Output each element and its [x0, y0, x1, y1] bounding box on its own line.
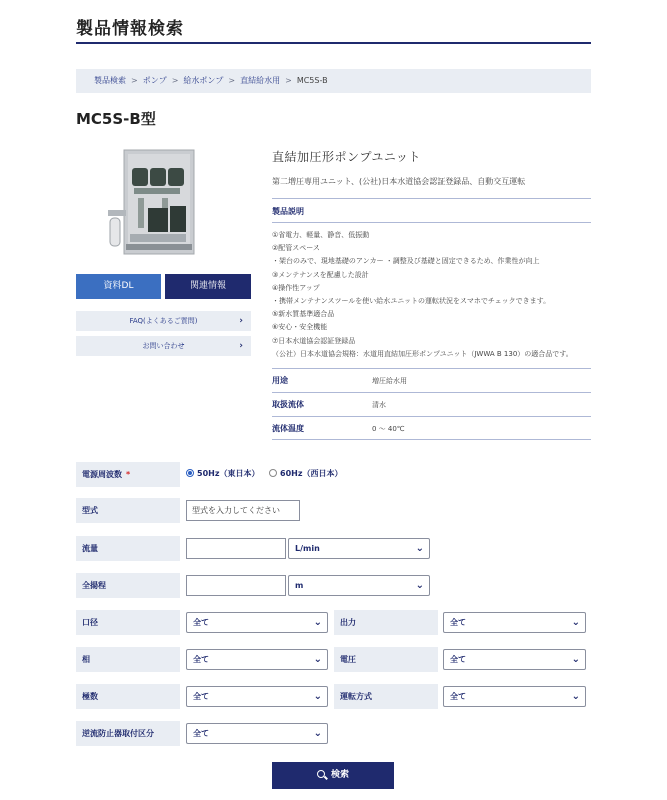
frequency-50hz-label: 50Hz（東日本）: [197, 469, 260, 478]
breadcrumb-item-water-supply-pump[interactable]: 給水ポンプ: [183, 76, 224, 85]
spec-value: 0 ～ 40℃: [372, 425, 405, 433]
flow-unit-select[interactable]: [288, 538, 430, 559]
poles-label: 極数: [76, 684, 180, 709]
breadcrumb-separator: >: [131, 76, 138, 85]
related-info-button[interactable]: 関連情報: [165, 274, 251, 299]
search-button-label: 検索: [330, 770, 349, 780]
frequency-50hz-radio[interactable]: [186, 468, 259, 479]
radio-unselected-icon: [269, 469, 277, 477]
breadcrumb-separator: >: [285, 76, 292, 85]
description-line: ③メンテナンスを配慮した設計: [272, 270, 369, 279]
spec-value: 増圧給水用: [372, 377, 407, 385]
breadcrumb-item-product-search[interactable]: 製品検索: [94, 76, 126, 85]
chevron-down-icon: ⌄: [313, 691, 322, 702]
spec-value: 清水: [372, 401, 386, 409]
spec-label: 流体温度: [272, 424, 304, 433]
output-value: 全て: [450, 618, 466, 627]
backflow-select[interactable]: [186, 723, 328, 744]
bore-select[interactable]: [186, 612, 328, 633]
chevron-down-icon: ⌄: [415, 543, 424, 554]
backflow-label: 逆流防止器取付区分: [76, 721, 180, 746]
model-input[interactable]: 型式を入力してください: [186, 500, 300, 521]
description-list: [272, 229, 602, 361]
inquiry-label: お問い合わせ: [142, 342, 185, 350]
description-line: ⑦日本水道協会認証登録品: [272, 336, 356, 345]
operation-label: 運転方式: [334, 684, 438, 709]
description-line: ④操作性アップ: [272, 283, 320, 292]
voltage-label: 電圧: [334, 647, 438, 672]
voltage-select[interactable]: [443, 649, 586, 670]
head-unit-select[interactable]: [288, 575, 430, 596]
breadcrumb-item-direct-supply[interactable]: 直結給水用: [240, 76, 281, 85]
chevron-down-icon: ⌄: [313, 654, 322, 665]
frequency-60hz-label: 60Hz（西日本）: [280, 469, 343, 478]
chevron-down-icon: ⌄: [415, 580, 424, 591]
spec-row: [272, 416, 591, 440]
description-divider: [272, 198, 591, 199]
radio-selected-icon: [186, 469, 194, 477]
breadcrumb: [76, 69, 591, 93]
poles-value: 全て: [193, 692, 209, 701]
description-line: ⑤新水質基準適合品: [272, 310, 335, 319]
flow-label: 流量: [76, 536, 180, 561]
faq-link[interactable]: [76, 311, 251, 331]
frequency-60hz-radio[interactable]: [269, 468, 342, 479]
description-line: ⑥安心・安全機能: [272, 323, 328, 332]
required-mark: *: [126, 470, 131, 479]
spec-label: 用途: [272, 376, 288, 385]
phase-select[interactable]: [186, 649, 328, 670]
bore-label: 口径: [76, 610, 180, 635]
description-divider: [272, 222, 591, 223]
chevron-right-icon: ›: [239, 316, 243, 326]
spec-row: [272, 392, 591, 416]
description-line: ②配管スペース: [272, 244, 320, 253]
backflow-value: 全て: [193, 729, 209, 738]
breadcrumb-separator: >: [171, 76, 179, 85]
inquiry-link[interactable]: [76, 336, 251, 356]
chevron-down-icon: ⌄: [313, 617, 322, 628]
description-line: ・架台のみで、現地基礎のアンカー ・調整及び基礎と固定できるため、作業性が向上: [272, 257, 540, 266]
output-select[interactable]: [443, 612, 586, 633]
spec-table: [272, 368, 591, 440]
phase-value: 全て: [193, 655, 209, 664]
poles-select[interactable]: [186, 686, 328, 707]
description-line: ・携帯メンテナンスツールを使い給水ユニットの運転状況をスマホでチェックできます。: [272, 296, 551, 305]
head-label: 全揚程: [76, 573, 180, 598]
flow-input[interactable]: [186, 538, 286, 559]
breadcrumb-item-pump[interactable]: ポンプ: [142, 76, 167, 85]
title-divider: [76, 42, 591, 44]
head-unit-value: m: [295, 581, 304, 590]
frequency-label: [76, 462, 180, 487]
product-type: 直結加圧形ポンプユニット: [272, 150, 421, 164]
operation-value: 全て: [450, 692, 466, 701]
spec-row: [272, 368, 591, 392]
chevron-down-icon: ⌄: [571, 617, 580, 628]
bore-value: 全て: [193, 618, 209, 627]
search-button[interactable]: [272, 762, 394, 789]
faq-label: FAQ(よくあるご質問): [129, 317, 198, 325]
breadcrumb-current: MC5S-B: [296, 76, 328, 85]
model-label: 型式: [76, 498, 180, 523]
chevron-down-icon: ⌄: [571, 691, 580, 702]
download-button[interactable]: 資料DL: [76, 274, 161, 299]
page-title: 製品情報検索: [76, 19, 184, 39]
operation-select[interactable]: [443, 686, 586, 707]
head-input[interactable]: [186, 575, 286, 596]
voltage-value: 全て: [450, 655, 466, 664]
chevron-down-icon: ⌄: [571, 654, 580, 665]
chevron-down-icon: ⌄: [313, 728, 322, 739]
product-subtitle: 第二増圧専用ユニット、(公社)日本水道協会認証登録品、自動交互運転: [272, 177, 526, 186]
flow-unit-value: L/min: [295, 544, 320, 553]
spec-label: 取扱流体: [272, 400, 304, 409]
description-line: （公社）日本水道協会規格：水道用直結加圧形ポンプユニット（JWWA B 130）の適合品です。: [272, 349, 573, 358]
description-line: ①省電力、軽量、静音、低振動: [272, 231, 370, 239]
output-label: 出力: [334, 610, 438, 635]
chevron-right-icon: ›: [239, 341, 243, 351]
frequency-label-text: 電源周波数: [82, 470, 122, 479]
model-title: MC5S-B型: [76, 110, 156, 128]
breadcrumb-separator: >: [228, 76, 236, 85]
description-heading: 製品説明: [272, 207, 304, 216]
phase-label: 相: [76, 647, 180, 672]
product-image: [104, 148, 198, 258]
search-icon: [317, 770, 325, 778]
